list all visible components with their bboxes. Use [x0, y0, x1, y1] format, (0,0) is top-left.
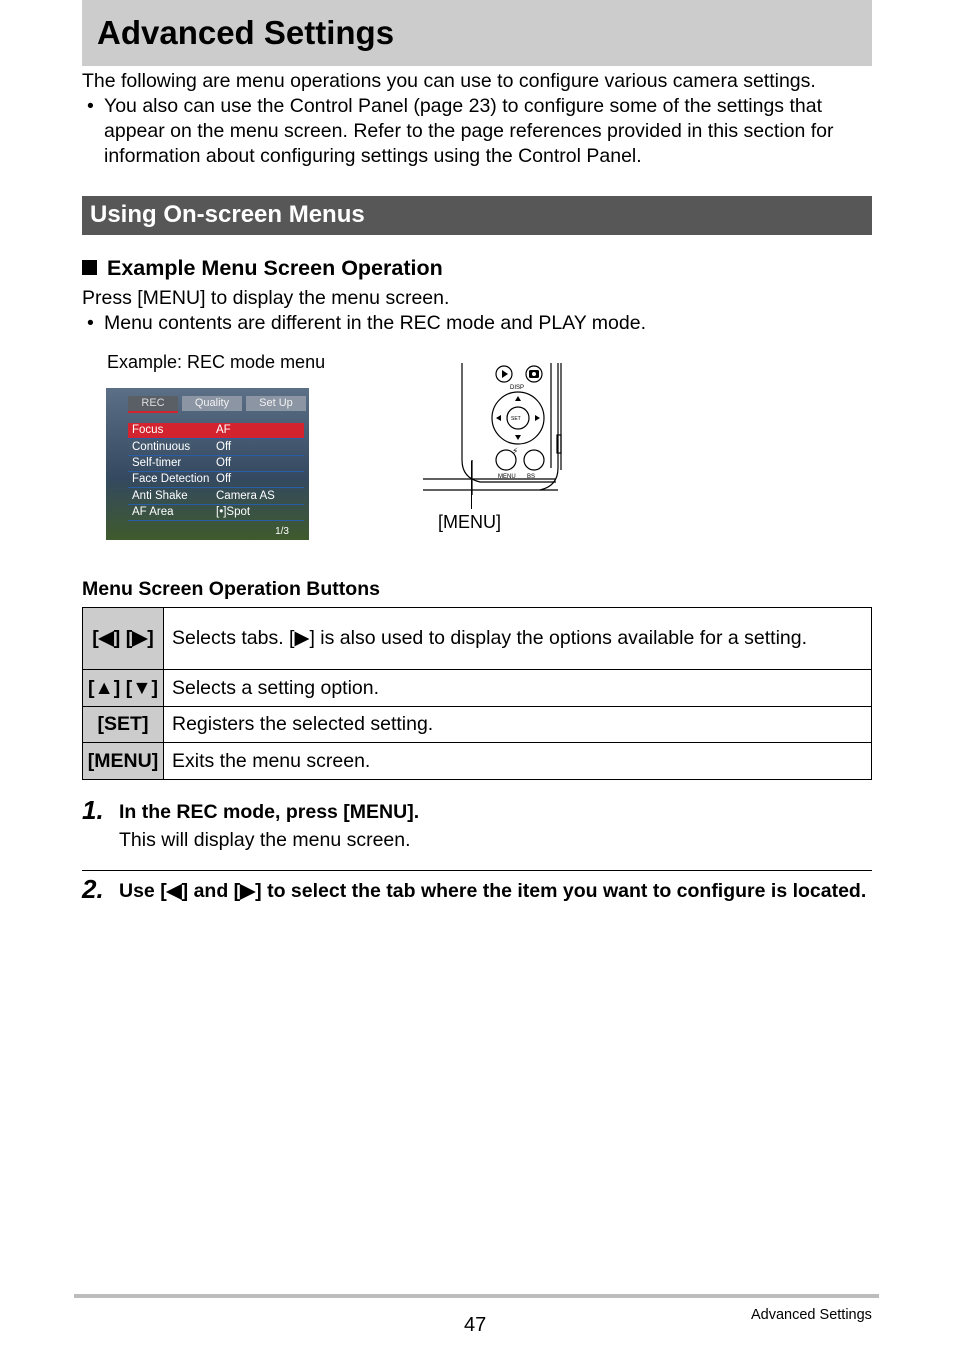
menu-row-value: AF	[216, 424, 231, 436]
menu-row	[128, 456, 304, 472]
table-key: [▲] [▼]	[83, 670, 164, 707]
step-1-text: In the REC mode, press [MENU].	[119, 801, 420, 823]
intro-bullet: • You also can use the Control Panel (page 23) to configure some of the settings that appear on the menu screen. Refer to the page references provided in this section for information about configuring settings using the Control Panel.	[82, 94, 882, 169]
camera-back-illustration	[420, 360, 570, 495]
menu-tab-quality: Quality	[182, 396, 242, 411]
subsection-body	[82, 286, 882, 336]
subsection-heading: Example Menu Screen Operation	[107, 256, 443, 280]
table-row	[83, 608, 872, 670]
menu-callout-line	[471, 461, 472, 509]
table-key: [SET]	[83, 707, 164, 743]
camera-menu-label: MENU	[498, 474, 516, 480]
page-title: Advanced Settings	[97, 14, 395, 51]
camera-set-label: SET	[511, 416, 521, 422]
title-bar	[82, 0, 872, 66]
menu-screen-tabs	[128, 396, 306, 411]
menu-row	[128, 440, 304, 456]
section-bar	[82, 196, 872, 235]
table-row	[83, 670, 872, 707]
page-number: 47	[464, 1314, 487, 1336]
menu-row	[128, 505, 304, 521]
intro-text: The following are menu operations you can use to configure various camera settings.	[82, 70, 816, 92]
menu-row-name: Self-timer	[132, 457, 182, 469]
example-label: Example: REC mode menu	[107, 352, 326, 372]
table-desc: Selects a setting option.	[164, 670, 872, 707]
step-1-number: 1.	[82, 795, 104, 825]
menu-row-name: Focus	[132, 424, 164, 436]
menu-row-value: [•]Spot	[216, 506, 251, 518]
table-key: [◀] [▶]	[83, 608, 164, 670]
table-title: Menu Screen Operation Buttons	[82, 578, 380, 600]
menu-row-value: Off	[216, 457, 232, 469]
trash-flash-icon: ⚡	[512, 447, 519, 457]
menu-row-name: Anti Shake	[132, 490, 188, 502]
menu-row-name: Continuous	[132, 441, 191, 453]
table-desc: Exits the menu screen.	[164, 743, 872, 780]
step-1-sub: This will display the menu screen.	[119, 829, 411, 851]
step-2-number: 2.	[82, 874, 104, 904]
square-bullet-icon	[82, 260, 97, 275]
step-2-text: Use [◀] and [▶] to select the tab where the item you want to configure is located.	[119, 880, 867, 902]
subsection-heading-row	[82, 255, 443, 281]
menu-row-name: Face Detection	[132, 473, 210, 485]
camera-disp-label: DISP	[510, 385, 525, 391]
table-desc: Selects tabs. [▶] is also used to display the options available for a setting.	[164, 608, 872, 670]
menu-tab-rec: REC	[128, 396, 178, 413]
menu-row-value: Camera AS	[216, 490, 275, 502]
table-row	[83, 743, 872, 780]
menu-row	[128, 489, 304, 505]
menu-tab-setup: Set Up	[246, 396, 306, 411]
camera-bs-label: BS	[527, 474, 536, 480]
section-heading: Using On-screen Menus	[90, 201, 365, 228]
subsection-text: Press [MENU] to display the menu screen.	[82, 287, 450, 309]
menu-row-value: Off	[216, 441, 232, 453]
table-key: [MENU]	[83, 743, 164, 780]
table-row	[83, 707, 872, 743]
footer-rule	[74, 1294, 879, 1298]
step-divider	[82, 870, 872, 871]
menu-row-value: Off	[216, 473, 232, 485]
menu-page-indicator: 1/3	[275, 526, 289, 537]
menu-row	[128, 423, 304, 439]
footer-section-name: Advanced Settings	[751, 1307, 872, 1323]
menu-row	[128, 472, 304, 488]
menu-screen-image	[106, 388, 309, 540]
table-desc: Registers the selected setting.	[164, 707, 872, 743]
subsection-bullet: • Menu contents are different in the REC mode and PLAY mode.	[82, 311, 882, 336]
menu-button-callout: [MENU]	[438, 512, 501, 532]
menu-row-name: AF Area	[132, 506, 174, 518]
intro	[82, 69, 882, 169]
operation-buttons-table	[82, 607, 872, 780]
